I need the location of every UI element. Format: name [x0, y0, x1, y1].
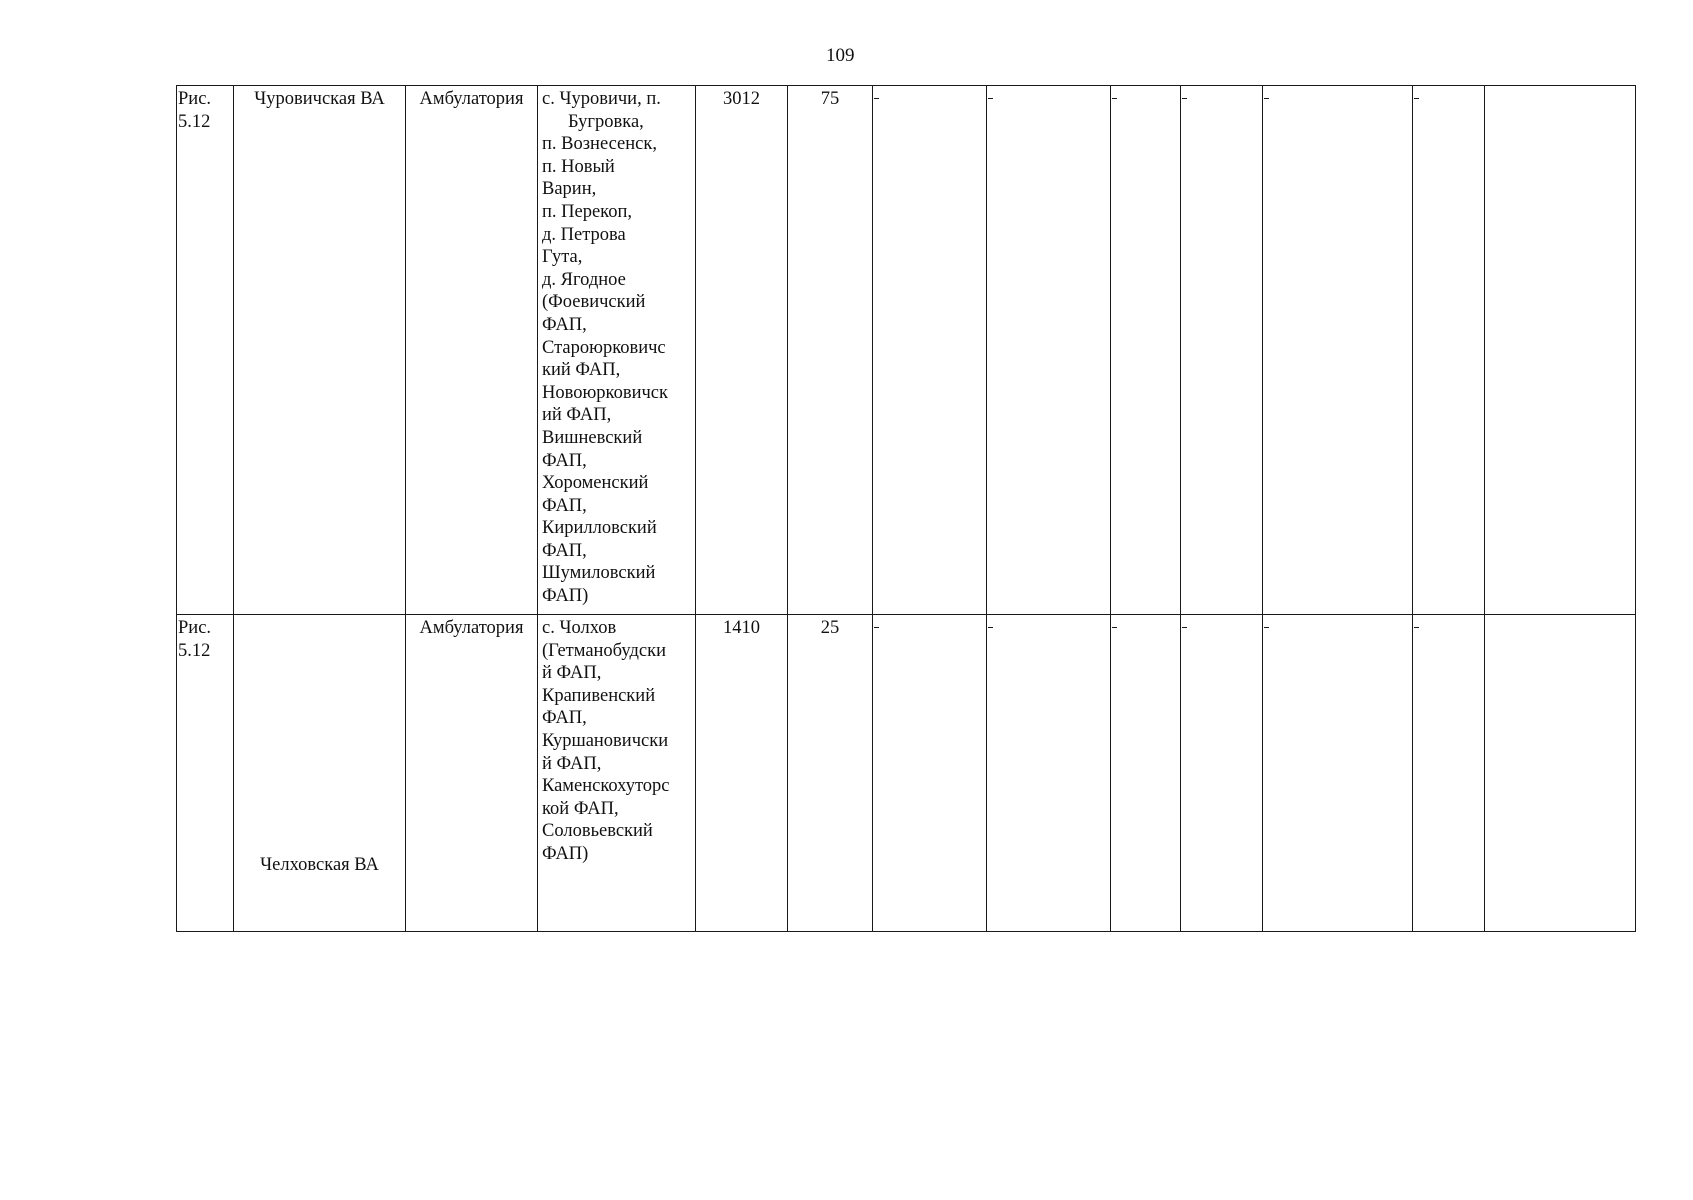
dash-mark [1414, 98, 1419, 99]
address-line: Новоюрковичск [542, 382, 668, 403]
table-row [177, 615, 1636, 932]
dash-mark [1182, 98, 1187, 99]
address-line: п. Перекоп, [542, 201, 633, 222]
facility-type-cell [406, 86, 538, 615]
address-line: Староюрковичс [542, 337, 666, 358]
address-line: Варин, [542, 179, 597, 200]
address-line: Кирилловский [542, 518, 657, 539]
facility-type: Амбулатория [419, 89, 524, 109]
unit-name: Чуровичская ВА [254, 89, 385, 109]
empty-cell [1181, 615, 1263, 932]
value-1: 1410 [723, 618, 760, 638]
address-line: д. Ягодное [542, 269, 626, 290]
address-line: Шумиловский [542, 563, 656, 584]
address-line: с. Чолхов [542, 618, 617, 638]
table-row [177, 86, 1636, 615]
figure-ref: Рис. 5.12 [178, 618, 212, 661]
unit-name-cell [234, 615, 406, 932]
empty-cell [1413, 615, 1485, 932]
empty-cell [1413, 86, 1485, 615]
figure-ref-cell [177, 615, 234, 932]
address-line: (Гетманобудски [542, 640, 666, 661]
address-line: Бугровка, [568, 111, 644, 132]
value-cell-1 [696, 86, 788, 615]
address-line: д. Петрова [542, 224, 626, 245]
dash-mark [1112, 627, 1117, 628]
unit-name-cell [234, 86, 406, 615]
address-line: Куршановичски [542, 730, 669, 751]
empty-cell [1263, 615, 1413, 932]
address-line: ФАП, [542, 314, 587, 335]
dash-mark [988, 627, 993, 628]
value-cell-2 [788, 86, 873, 615]
figure-ref: Рис. 5.12 [178, 89, 212, 132]
address-line: п. Вознесенск, [542, 134, 657, 155]
value-2: 75 [820, 89, 840, 109]
empty-cell [1111, 86, 1181, 615]
empty-cell [1181, 86, 1263, 615]
address-cell [538, 86, 696, 615]
value-1: 3012 [723, 89, 760, 109]
address-line: Хороменский [542, 473, 649, 494]
address-line: й ФАП, [542, 663, 602, 684]
facilities-table [176, 85, 1636, 932]
address-line: с. Чуровичи, п. [542, 89, 661, 109]
dash-mark [988, 98, 993, 99]
address-line: кий ФАП, [542, 360, 621, 381]
value-cell-1 [696, 615, 788, 932]
address-line: кой ФАП, [542, 798, 619, 819]
empty-cell [873, 86, 987, 615]
dash-mark [874, 627, 879, 628]
value-cell-2 [788, 615, 873, 932]
address-line: ФАП, [542, 495, 587, 516]
address-line: Вишневский [542, 427, 643, 448]
empty-cell [1111, 615, 1181, 932]
facility-type-cell [406, 615, 538, 932]
address-line: Соловьевский [542, 821, 653, 842]
dash-mark [874, 98, 879, 99]
address-line: ФАП, [542, 450, 587, 471]
address-line: (Фоевичский [542, 292, 646, 313]
address-line: й ФАП, [542, 753, 602, 774]
address-line: Крапивенский [542, 685, 656, 706]
dash-mark [1264, 627, 1269, 628]
dash-mark [1264, 98, 1269, 99]
address-line: Гута, [542, 247, 583, 268]
figure-ref-cell [177, 86, 234, 615]
unit-name: Челховская ВА [260, 855, 379, 876]
address-line: п. Новый [542, 156, 615, 177]
dash-mark [1112, 98, 1117, 99]
empty-cell [987, 615, 1111, 932]
value-2: 25 [820, 618, 840, 638]
dash-mark [1182, 627, 1187, 628]
empty-cell [987, 86, 1111, 615]
address-line: Каменскохуторс [542, 776, 670, 797]
dash-mark [1414, 627, 1419, 628]
empty-cell [1485, 615, 1636, 932]
address-cell [538, 615, 696, 932]
address-line: ФАП, [542, 540, 587, 561]
address-line: ий ФАП, [542, 405, 612, 426]
address-line: ФАП) [542, 843, 589, 864]
empty-cell [1263, 86, 1413, 615]
address-line: ФАП, [542, 708, 587, 729]
empty-cell [1485, 86, 1636, 615]
address-line: ФАП) [542, 586, 589, 607]
facility-type: Амбулатория [419, 618, 524, 638]
empty-cell [873, 615, 987, 932]
page-number: 109 [826, 45, 855, 66]
